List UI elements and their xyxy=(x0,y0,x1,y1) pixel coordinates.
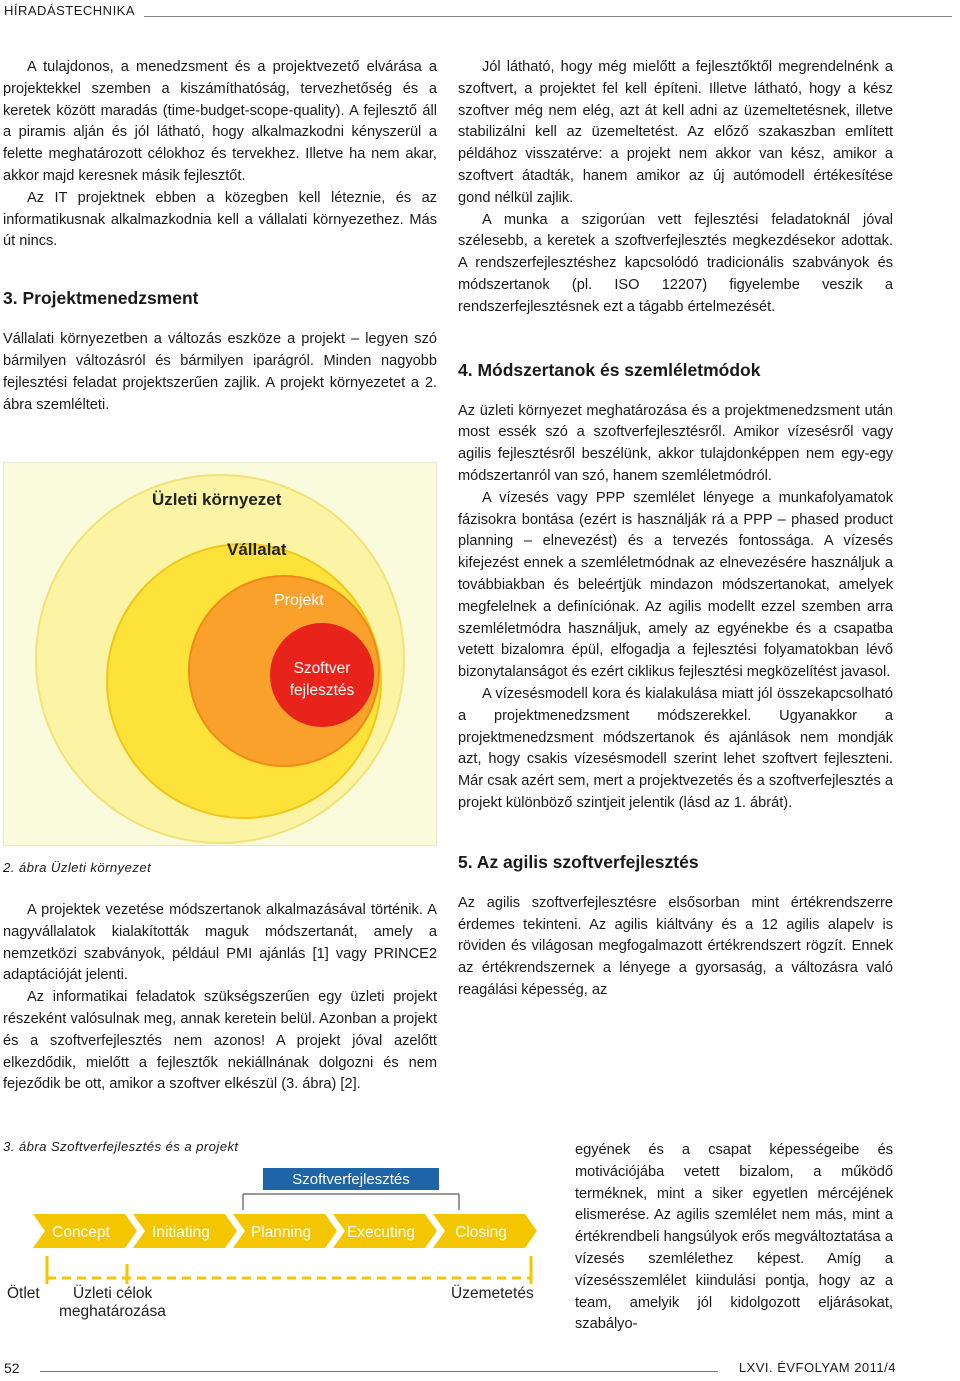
right-paragraph-1: Jól látható, hogy még mielőtt a fejlesztőktől megrendelnénk a szoftvert, a projektet fel kell építeni. Illetve látható, hogy a kész szoftver még nem elég, azt át kell adni az üzemeltetésnek, illetve stabilizálni kell az üzemeltetést. Az előző szakaszban említett példához visszatérve: a projekt nem akkor van kész, amikor a szoftvert átadták, hanem amikor az új autómodell értékesítése gond nélkül zajlik. xyxy=(458,59,893,206)
fig2-label-company: Vállalat xyxy=(227,540,287,559)
fig2-svg xyxy=(4,463,436,845)
fig3-phase-closing: Closing xyxy=(455,1224,507,1241)
fig2-label-project: Projekt xyxy=(274,592,324,609)
left-paragraph-5: Az informatikai feladatok szükségszerűen egy üzleti projekt részeként valósulnak meg, annak keretein belül. Azonban a projekt és a szoftverfejlesztés nem azonos! A projekt jóval azelőtt elkezdődik, mielőtt a fejlesztők nekiállnának dolgozni és nem fejeződik be ott, amikor a szoftver elkészül (3. ábra) [2]. xyxy=(3,989,437,1093)
section-3-title: 3. Projektmenedzsment xyxy=(3,288,199,309)
section-5-title: 5. Az agilis szoftverfejlesztés xyxy=(458,851,699,872)
fig3-phase-planning: Planning xyxy=(250,1224,312,1241)
left-paragraph-3: Vállalati környezetben a változás eszköze a projekt – legyen szó bármilyen változásról és bármilyen iparágról. Minden nagyobb fejlesztési feladat projektszerűen zajlik. A projekt környezetet a 2. ábra szemlélteti. xyxy=(3,331,437,413)
fig2-label-software-2: fejlesztés xyxy=(289,682,355,699)
section-4-title: 4. Módszertanok és szemléletmódok xyxy=(458,359,761,380)
fig3-end-label: Üzemetetés xyxy=(451,1285,534,1302)
left-paragraph-2: Az IT projektnek ebben a közegben kell léteznie, és az informatikusnak alkalmazkodnia kell a vállalati környezethez. Más út nincs. xyxy=(3,189,437,250)
fig3-svg xyxy=(3,1160,571,1322)
figure-2-business-environment xyxy=(3,462,437,846)
fig2-caption: 2. ábra Üzleti környezet xyxy=(3,860,152,875)
fig3-software-dev-label: Szoftverfejlesztés xyxy=(292,1171,410,1188)
header-rule xyxy=(144,16,952,17)
fig3-phase-executing: Executing xyxy=(346,1224,416,1241)
left-paragraph-4: A projektek vezetése módszertanok alkalmazásával történik. A nagyvállalatok kialakították maguk módszertanát, amely a nemzetközi szabványok, például PMI ajánlás [1] vagy PRINCE2 adaptációját jelenti. xyxy=(3,902,437,984)
fig2-label-business: Üzleti környezet xyxy=(152,490,282,509)
journal-title: HÍRADÁSTECHNIKA xyxy=(4,3,136,18)
left-paragraph-1: A tulajdonos, a menedzsment és a projektvezető elvárása a projektekkel szemben a kiszámíthatóság, tervezhetőség és a keretek között maradás (time-budget-scope-quality). A fejlesztő áll a piramis alján és jól látható, hogy alkalmazkodni kényszerül a felette meghatározott célokhoz és tervekhez. Illetve ha nem akar, akkor majd keresnek másik fejlesztőt. xyxy=(3,59,437,184)
fig3-goal-label-1: Üzleti célok xyxy=(73,1285,153,1302)
fig3-start-label: Ötlet xyxy=(7,1285,40,1302)
right-paragraph-3: Az üzleti környezet meghatározása és a projektmenedzsment után most essék szó a szoftverfejlesztésről. Amikor vízesésről vagy agilis fejlesztésről beszélünk, akkor tulajdonképpen nem egy-egy módszertanról van szó, hanem szemléletmódról. xyxy=(458,402,893,484)
fig2-label-software-1: Szoftver xyxy=(293,660,351,677)
right-paragraph-2: A munka a szigorúan vett fejlesztési feladatoknál jóval szélesebb, a keretek a szoftverfejlesztés megkezdésekor adottak. A rendszerfejlesztéshez kapcsolódó tradicionális szabványok és módszertanok (pl. ISO 12207) figyelembe veszik a rendszerfejlesztésnek ezt a tágabb értelmezését. xyxy=(458,211,893,315)
right-column-wrap xyxy=(575,1140,893,1336)
fig3-caption: 3. ábra Szoftverfejlesztés és a projekt xyxy=(3,1139,239,1154)
right-paragraph-7: egyének és a csapat képességeibe és motivációjába vetett bizalom, a működő terméknek, mint a siker egyetlen mércéjének elismerése. Az agilis szemlélet nem más, mint a értékrendbeli hangsúlyok erős megváltoztatása a vízesés szemlélethez képest. Amíg a vízesésszemlélet kiindulási pontja, hogy az a team, amelyik jól kidolgozott eljárásokat, szabályo- xyxy=(575,1142,893,1333)
page-header xyxy=(0,0,960,28)
right-paragraph-6: Az agilis szoftverfejlesztésre elsősorban mint értékrendszerre érdemes tekinteni. Az agilis kiáltvány és a 12 agilis alapelv is röviden és világosan megfogalmazott értékrendszert rögzít. Ennek az értékrendszernek a lényege a gyorsaság, a változásra való reagálási képesség, az xyxy=(458,894,893,998)
left-column xyxy=(3,57,437,416)
right-column xyxy=(458,57,893,1002)
footer-rule xyxy=(40,1371,718,1372)
fig3-phase-concept: Concept xyxy=(52,1224,110,1241)
figure-3-software-and-project xyxy=(3,1160,571,1322)
left-column-lower xyxy=(3,900,437,1096)
volume-label: LXVI. ÉVFOLYAM 2011/4 xyxy=(738,1360,896,1375)
fig3-phase-initiating: Initiating xyxy=(152,1224,210,1241)
right-paragraph-5: A vízesésmodell kora és kialakulása miatt jól összekapcsolható a projektmenedzsment módszerekkel. Ugyanakkor a projektmenedzsment módszertanok és ajánlások nem mondják azt, hogy csakis vízesésmodell szerint lehet szoftvert fejleszteni. Már csak azért sem, mert a projektvezetés és a szoftverfejlesztés a projekt különböző szintjeit jelentik (lásd az 1. ábrát). xyxy=(458,685,893,811)
page-number: 52 xyxy=(4,1360,20,1376)
fig3-caption-block xyxy=(3,1136,437,1158)
fig2-caption-block xyxy=(3,857,437,879)
fig3-goal-label-2: meghatározása xyxy=(59,1303,166,1320)
right-paragraph-4: A vízesés vagy PPP szemlélet lényege a munkafolyamatok fázisokra bontása (ezért is használják rá a PPP – phased product planning – elnevezést) és a tervezés fontossága. A vízesés kifejezést ennek a szemléletmódnak az elnevezésére használjuk a továbbiakban és beleértjük mindazon módszertanokat, amelyek megfelelnek a definíciónak. Az agilis modellt ezzel szemben arra szemléletmódra használjuk, amely az egyénekbe és a csapatba vetett bizalomra épül, elfogadja a fejlesztési folyamatokban lévő bizonytalanságot és ezért ciklikus fejlesztési megközelítést javasol. xyxy=(458,489,893,681)
